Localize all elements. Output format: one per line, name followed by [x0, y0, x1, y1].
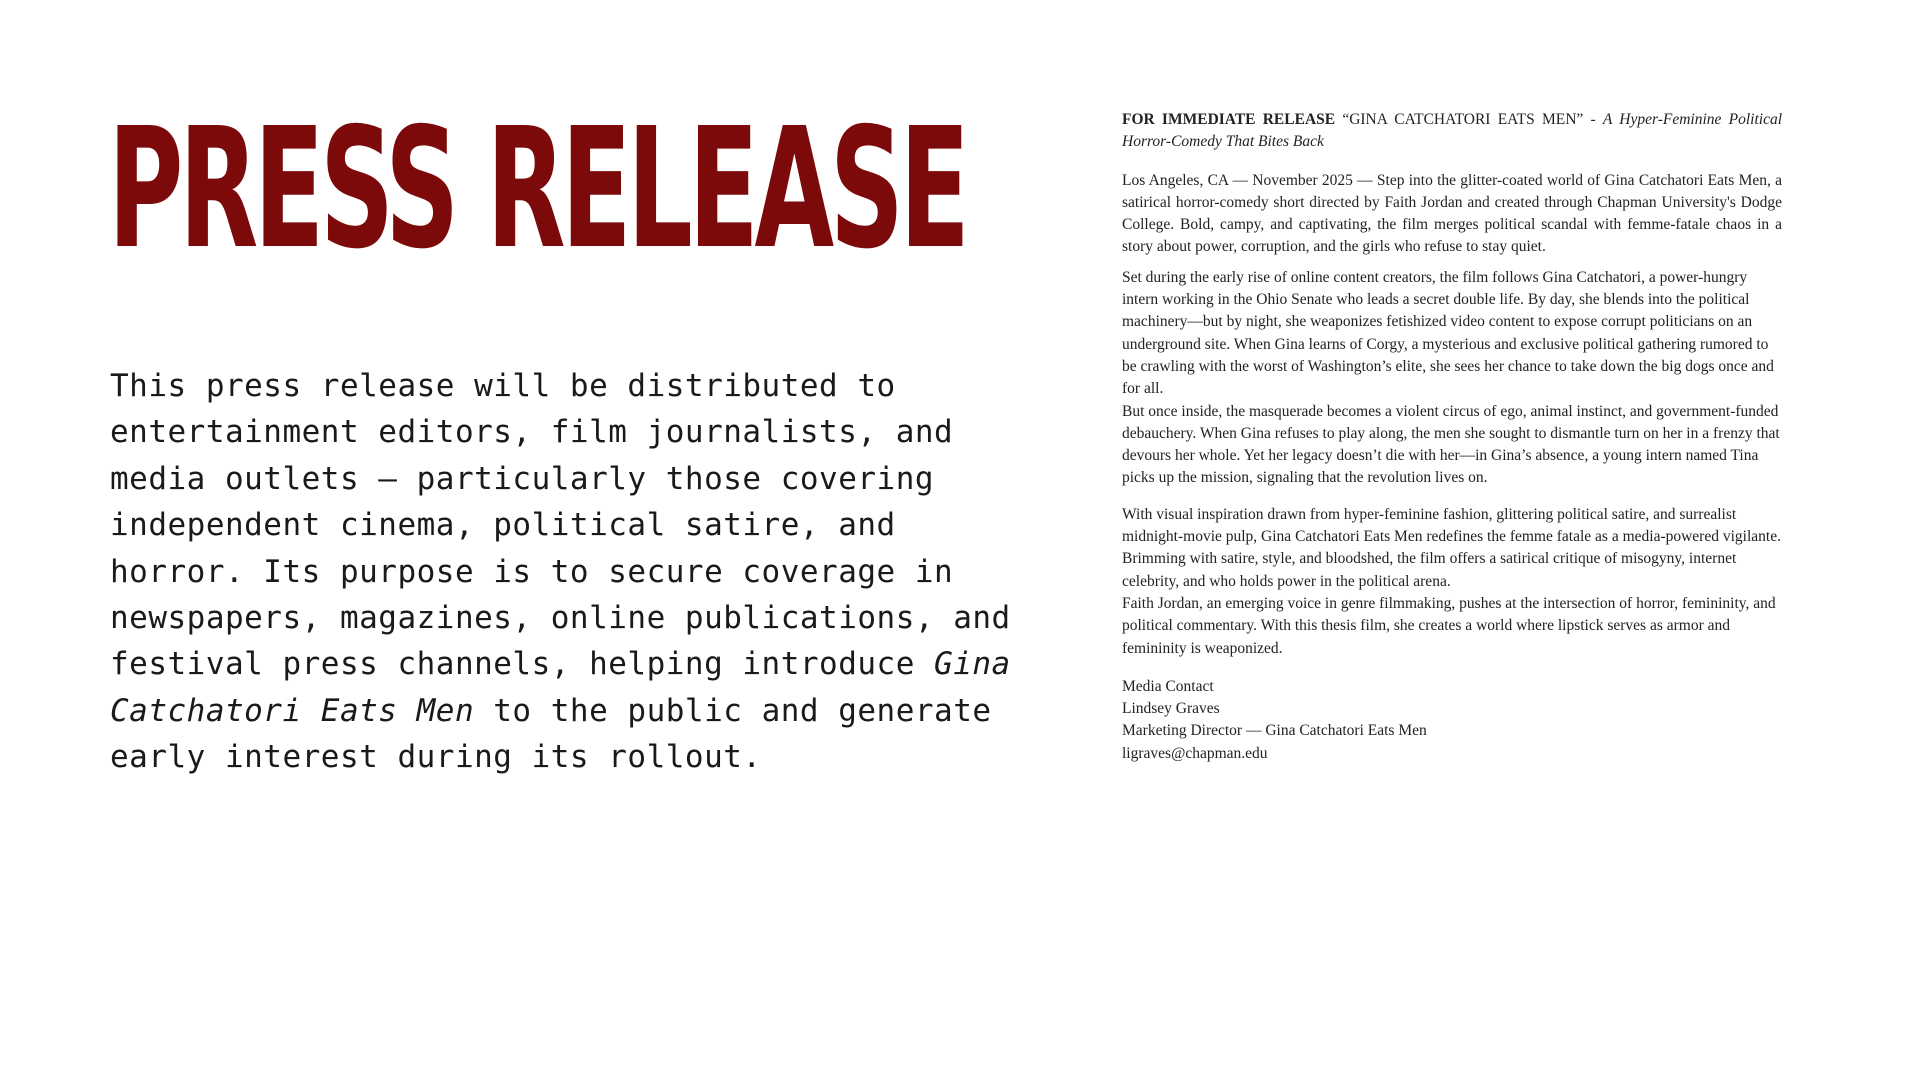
release-headline: [1122, 109, 1782, 154]
blurb-text-end: to the public and generate early interest during its rollout.: [110, 692, 992, 776]
release-paragraph: But once inside, the masquerade becomes a violent circus of ego, animal instinct, and government-funded debauchery. When Gina refuses to play along, the men she sought to dismantle turn on her in a frenzy that devours her whole. Yet her legacy doesn’t die with her—in Gina’s absence, a young intern named Tina picks up the mission, signaling that the revolution lives on.: [1122, 402, 1780, 487]
contact-role: Marketing Director — Gina Catchatori Eats Men: [1122, 722, 1427, 740]
contact-heading: Media Contact: [1122, 677, 1214, 695]
release-paragraph: With visual inspiration drawn from hyper-feminine fashion, glittering political satire, and surrealist midnight-movie pulp, Gina Catchatori Eats Men redefines the femme fatale as a media-powered vigilante. Brimming with satire, style, and bloodshed, the film offers a satirical critique of misogyny, internet celebrity, and who holds power in the political arena.: [1122, 505, 1781, 590]
release-paragraph: Los Angeles, CA — November 2025 — Step into the glitter-coated world of Gina Catchatori Eats Men, a satirical horror-comedy short directed by Faith Jordan and created through Chapman University's Dodge College. Bold, campy, and captivating, the film merges political scandal with femme-fatale chaos in a story about power, corruption, and the girls who refuse to stay quiet.: [1122, 171, 1782, 256]
media-contact: [1122, 676, 1782, 765]
film-title: “GINA CATCHATORI EATS MEN” -: [1335, 111, 1603, 128]
contact-name: Lindsey Graves: [1122, 700, 1220, 718]
release-paragraph: Faith Jordan, an emerging voice in genre filmmaking, pushes at the intersection of horror, femininity, and political commentary. With this thesis film, she creates a world where lipstick serves as armor and femininity is weaponized.: [1122, 594, 1776, 657]
contact-email: ligraves@chapman.edu: [1122, 744, 1268, 762]
blurb-text: This press release will be distributed to entertainment editors, film journalists, and media outlets — particularly those covering independent cinema, political satire, and horror. Its purpose is to secure coverage in newspapers, magazines, online publications, and festival press channels, helping introduce: [110, 368, 1011, 683]
distribution-blurb: [110, 363, 1030, 781]
film-tagline: A Hyper-Feminine Political Horror-Comedy That Bites Back: [1122, 111, 1782, 151]
blurb-film-title: Gina Catchatori Eats Men: [110, 646, 1011, 729]
page-title: PRESS RELEASE: [108, 93, 966, 286]
release-paragraph: Set during the early rise of online content creators, the film follows Gina Catchatori, a power-hungry intern working in the Ohio Senate who leads a secret double life. By day, she blends into the political machinery—but by night, she weaponizes fetishized video content to expose corrupt politicians on an underground site. When Gina learns of Corgy, a mysterious and exclusive political gathering rumored to be crawling with the worst of Washington’s elite, she sees her chance to take down the big dogs once and for all.: [1122, 268, 1774, 398]
immediate-release-label: FOR IMMEDIATE RELEASE: [1122, 111, 1336, 128]
press-release-document: [1122, 109, 1782, 765]
